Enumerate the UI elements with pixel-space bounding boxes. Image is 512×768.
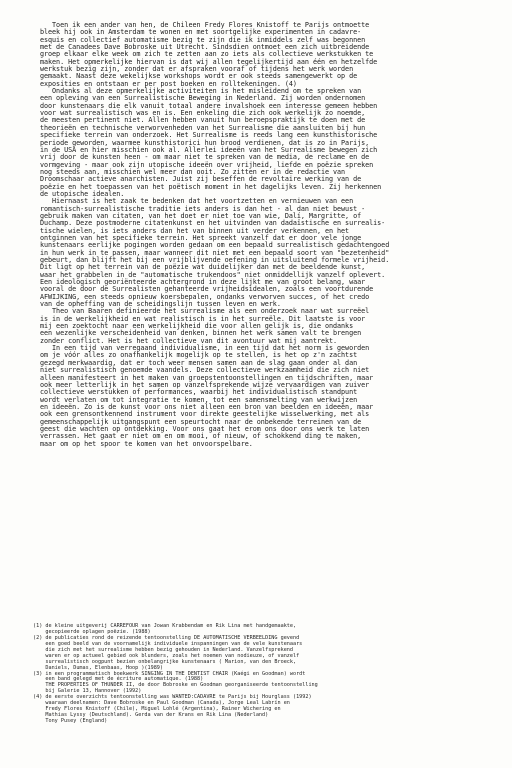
footnote-line: Tony Pusey (England) — [33, 718, 108, 724]
body-line: nog steeds aan, misschien wel meer dan ooit. Zo zitten er in de redactie van — [40, 167, 346, 176]
body-line: gemeenschappelijk uitgangspunt een speurtocht naar de onbekende terreinen van de — [40, 417, 362, 426]
body-line: waar het grabbelen in de "automatische trukendoos" niet onmiddellijk vanzelf oplevert. — [40, 270, 386, 279]
body-line: vormgeving - maar ook zijn utopische ideeën over vrijheid, liefde en poëzie spreken — [40, 160, 374, 169]
footnote-line: gecopieerde oplagen poëzie. (1988) — [33, 628, 151, 635]
body-line: specifieke terrein van onderzoek. Het Surrealisme is reeds lang een kunsthistorische — [40, 131, 378, 140]
body-line: werkstuk bezig zijn, zonder dat er afspraken vooraf of tijdens het werk worden — [40, 65, 354, 74]
body-line: een opleving van een Surrealistische Beweging in Nederland. Zij worden ondernomen — [40, 94, 366, 103]
body-line: ontginnen van het specifieke terrein. Het spreekt vanzelf dat er door vele jonge — [40, 233, 362, 242]
body-line: esquis en collectief automatisme bezig te zijn die ik inmiddels zelf was begonnen — [40, 35, 366, 44]
body-line: bleek hij ook in Amsterdam te wonen en met soortgelijke experimenten in cadavre- — [40, 28, 362, 37]
body-line: met de Canadees Dave Bobroske uit Utrecht. Sindsdien ontmoet een zich uitbreidende — [40, 43, 370, 52]
body-line: Ondanks al deze opmerkelijke activiteiten is het misleidend om te spreken van — [40, 87, 362, 96]
body-line: tische wielen, is iets anders dan het van binnen uit verder verkennen, en het — [40, 226, 350, 235]
footnote-line: die zich met het surrealisme hebben bezig gehouden in Nederland. Vanzelfsprekend — [33, 646, 293, 653]
body-line: vrij door de kunsten heen - om maar niet te spreken van de media, de reclame en de — [40, 153, 370, 162]
footnote-line: THE PROPERTIES OF THUNDER II, de door Bobroske en Goodman georganiseerde tentoonstelling — [33, 682, 318, 689]
body-line: Dit ligt op het terrein van de poëzie wat duidelijker dan met de beeldende kunst, — [40, 263, 366, 272]
body-line: Duchamp. Deze postmoderne citatenkunst en het uitvinden van dadaïstische en surrealis- — [40, 219, 386, 228]
body-line: collectieve werstukken of performances, waarbij het individualistisch standpunt — [40, 388, 358, 397]
body-line: gezegd merkwaardig, dat er toch weer mensen samen aan de slag gaan onder al dan — [40, 358, 358, 367]
body-line: theorieën en technische verworvenheden van het Surrealisme die aansluiten bij hun — [40, 123, 366, 132]
body-line: een wezenlijke verscheidenheid van denken, binnen het werk samen valt te brengen — [40, 329, 362, 338]
body-line: verrassen. Het gaat er niet om en om mooi, of nieuw, of schokkend ding te maken, — [40, 432, 362, 441]
body-line: Toen ik een ander van hen, de Chileen Fredy Flores Knistoff te Parijs ontmoette — [40, 21, 370, 29]
body-line: niet surrealistisch genoemde vaandels. Deze collectieve werkzaamheid die zich niet — [40, 366, 370, 375]
body-line: geest die wachten op ontdekking. Voor ons gaat het erom ons door ons werk te laten — [40, 424, 370, 433]
body-line: van de opheffing van de scheidingslijn tussen leven en werk. — [40, 300, 281, 309]
body-line: Een ideologisch georiënteerde achtergrond in deze lijkt me van groot belang, waar — [40, 278, 366, 287]
footnote-line: surrealistisch oogpunt bezien onbelangrijke kunstenaars ( Marion, van den Broeck, — [33, 658, 297, 665]
body-line: wordt verlaten om tot integratie te komen, tot een samensmelting van werkwijzen — [40, 395, 358, 404]
body-line: ook een grensontkennend instrument voor direkte geestelijke wisselwerking, met als — [40, 410, 370, 419]
footnote-line: een band gelegd met de écriture automatique. (1988) — [33, 676, 204, 683]
body-line: exposities en ontstaan er per post boeken en rolltekeningen. (4) — [40, 79, 297, 88]
footnote-line: Mathias Lyssy (Deutschland). Gerda van der Krans en Rik Lina (Nederland) — [33, 712, 269, 719]
body-line: de meesten pertinent niet. Allen hebben vanuit hun beroepspraktijk te doen met de — [40, 116, 366, 125]
body-line: Droomschaar actieve anarchisten. Juist zij beseffen de revoltaire werking van de — [40, 175, 362, 184]
body-line: vooral de door de Surrealisten gehanteerde vrijheidsidealen, zoals een voortdurende — [40, 285, 374, 294]
body-line: is in de werkelijkheid en wat realistisch is in het surreële. Dit laatste is voor — [40, 314, 366, 323]
body-line: In een tijd van verregaand individualisme, in een tijd dat het norm is geworden — [40, 344, 370, 353]
body-line: groep elkaar elke week om zich te zetten aan zo iets als collectieve werkstukken te — [40, 50, 374, 59]
body-line: in de USA en hier misschien ook al. Allerlei ideeën van het Surrealisme bewegen zich — [40, 145, 378, 154]
footnote-line: bij Galerie 13, Hannover (1992) — [33, 688, 142, 695]
body-line: Theo van Baaren definieerde het surrealisme als een onderzoek naar wat surreëel — [40, 307, 370, 316]
footnote-line: waren er op actueel gebied ook blunders, zoals het noemen van nodieuze, of vanzelf — [33, 652, 300, 659]
body-line: mij een zoektocht naar een werkelijkheid die voor allen gelijk is, die ondanks — [40, 322, 354, 331]
body-line: zonder conflict. Het is het collectieve van dit avontuur wat mij aantrekt. — [40, 336, 338, 345]
article-body — [40, 22, 480, 448]
body-line: maar om op het spoor te komen van het onvoorspelbare. — [40, 439, 253, 448]
body-line: periode geworden, waarmee kunsthistorici hun brood verdienen, dat is zo in Parijs, — [40, 138, 370, 147]
body-line: AFWIJKING, een steeds opnieuw koersbepalen, ondanks verworven succes, of het credo — [40, 292, 370, 301]
body-line: in hun werk in te passen, maar wanneer dit niet met een bepaald soort van "bezetenheid" — [40, 248, 390, 257]
body-line: om je vóór alles zo onafhankelijk mogelijk op te stellen, is het op z'n zachtst — [40, 351, 358, 360]
footnote-line: waaraan deelnamen: Dave Bobroske en Paul Goodman (Canada), Jorge Leal Labrín en — [33, 700, 290, 707]
body-line: gemaakt. Naast deze wekelijkse workshops wordt er ook steeds samengewerkt op de — [40, 72, 358, 81]
footnote-line: (2) de publicaties rond de reizende tentoonstelling DE AUTOMATISCHE VERBEELDING gevend — [33, 634, 300, 641]
body-line: voor wat surrealistisch was en is. Een enkeling die zich ook werkelijk zo noemde, — [40, 109, 366, 118]
body-line: gebruik maken van citaten, van het doet er niet toe van wie, Dalí, Margritte, of — [40, 211, 362, 220]
body-line: kunstenaars eerlijke pogingen worden gedaan om een bepaald surrealistisch gedachtengoed — [40, 241, 390, 250]
body-line: ook meer letterlijk in het samen op vanzelfsprekende wijze vervaardigen van zuiver — [40, 380, 370, 389]
body-line: alleen manifesteert in het maken van groepstentoonstellingen en tijdschriften, maar — [40, 373, 374, 382]
footnote-line: (1) de kleine uitgeverij CARREFOUR van Jowan Krabbendam en Rik Lina met handgemaakte, — [33, 623, 297, 629]
footnote-line: (3) in een programmatisch boekwerk SINGING IN THE DENTIST CHAIR (Kaégi en Goodman) wordt — [33, 670, 306, 677]
body-line: gebeurt, dan blijft het bij een vrijblijvende oefening in uitsluitend formele vrijheid. — [40, 256, 390, 264]
body-line: en ideeën. Zo is de kunst voor ons niet alleen een bron van beelden en ideeën, maar — [40, 402, 374, 411]
body-line: de utopische idealen. — [40, 189, 125, 198]
body-line: door kunstenaars die elk vanuit totaal andere invalshoek een interesse gemeen hebben — [40, 101, 378, 110]
footnotes — [33, 624, 483, 725]
body-line: poëzie en het toepassen van het poëtisch moment in het dagelijks leven. Zij herkennen — [40, 182, 382, 191]
body-line: maken. Het opmerkelijke hiervan is dat wij allen tegelijkertijd aan één en hetzelfde — [40, 57, 378, 66]
footnote-line: Fredy Flores Knistoff (Chile), Miguel Lohlé (Argentina), Rainer Wichering en — [33, 706, 281, 713]
footnote-line: een goed beeld van de voornamelijk individuele inspanningen van de vele kunstenaars — [33, 640, 303, 647]
body-line: Hiernaast is het zaak te bedenken dat het voortzetten en vernieuwen van een — [40, 197, 354, 206]
body-line: romantisch-surrealistische traditie iets anders is dan het - al dan niet bewust - — [40, 204, 366, 213]
footnote-line: (4) de eerste overzichts tentoonstelling was WANTED:CADAVRE te Parijs bij Hourglass (1992) — [33, 694, 312, 701]
footnote-line: Daniels, Dumas, Elenbaas, Hoop )(1989) — [33, 664, 163, 671]
